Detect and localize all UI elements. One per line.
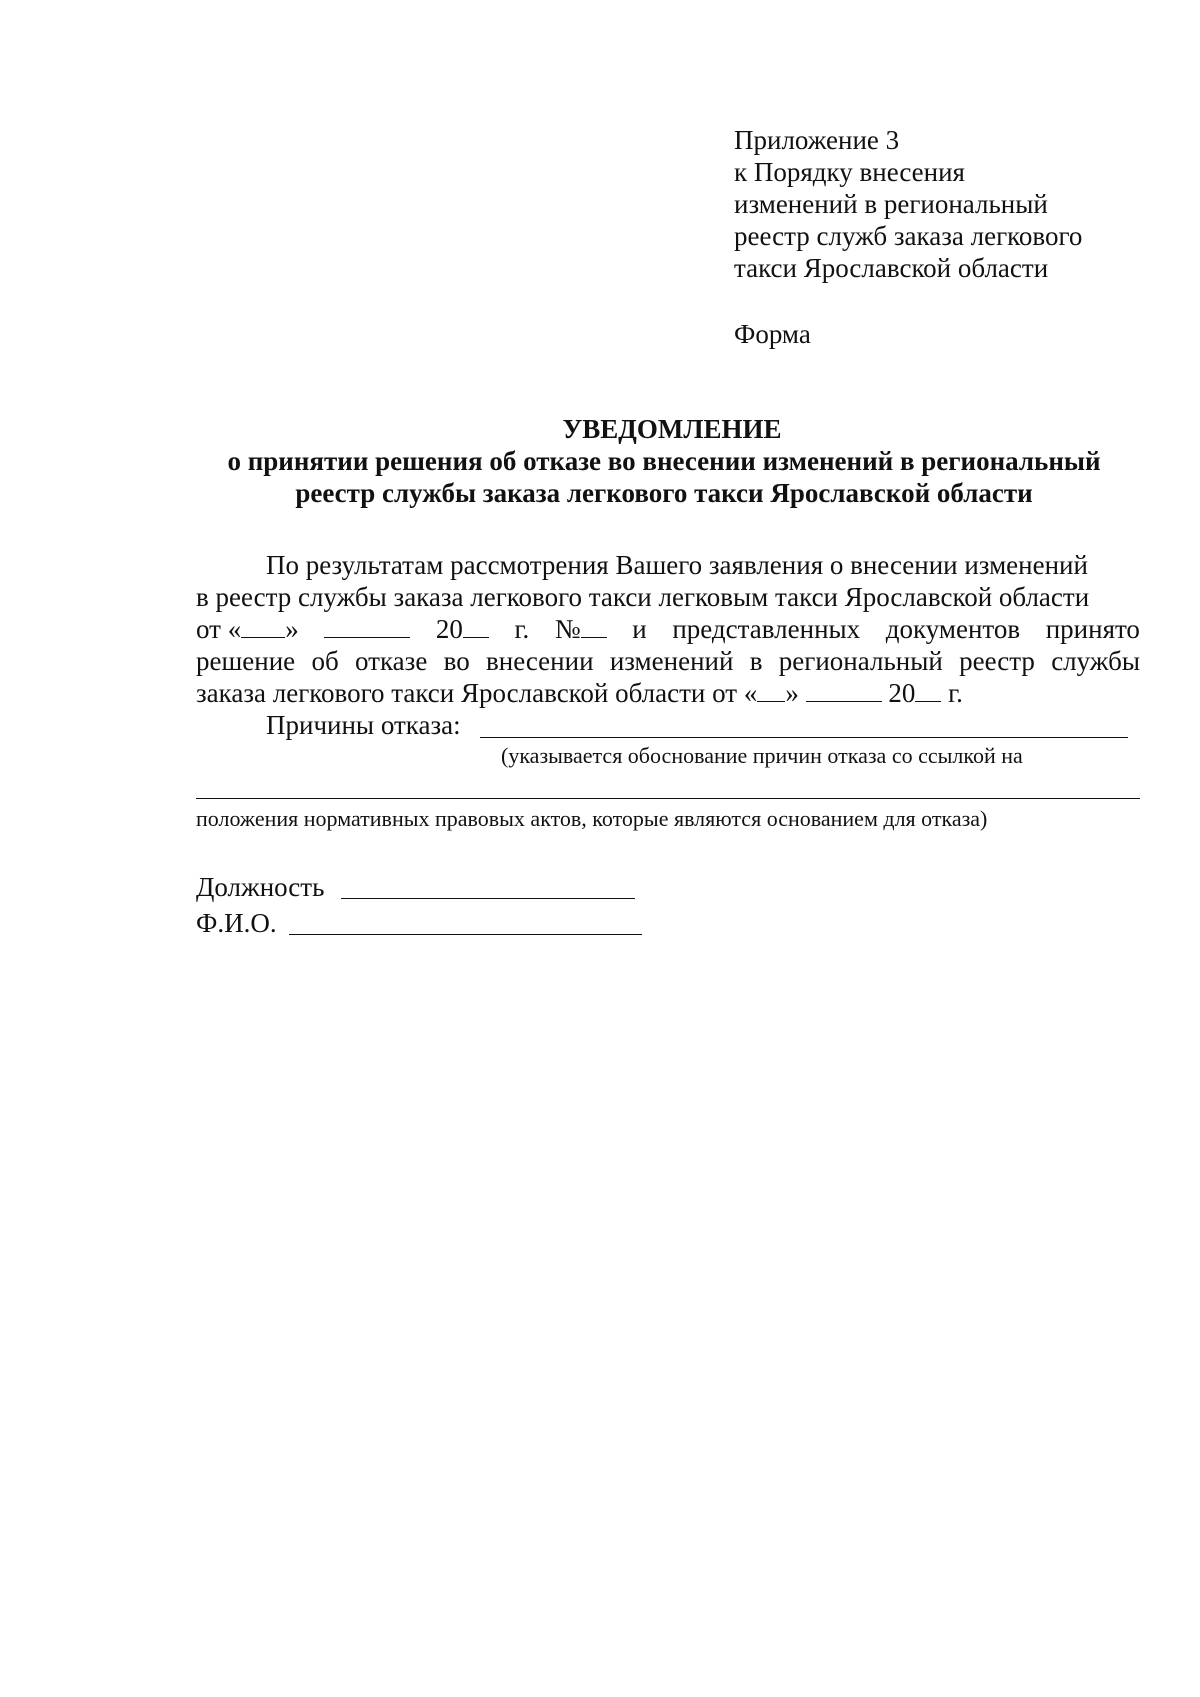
body-line-5 [196, 677, 1140, 709]
document-title [0, 413, 1200, 509]
body-word: документов [885, 614, 1021, 644]
body-word: региональный [778, 646, 943, 676]
full-name-label: Ф.И.О. [196, 908, 277, 938]
full-name-field[interactable] [289, 934, 642, 935]
appendix-reference [734, 124, 1154, 284]
title-subtitle-line1: о принятии решения об отказе во внесении изменений в региональный [227, 446, 1101, 476]
decision-month-blank[interactable] [806, 677, 882, 702]
appendix-line: к Порядку внесения [734, 157, 965, 187]
application-date-group [196, 613, 299, 645]
refusal-reasons-hint-line1: (указывается обоснование причин отказа со ссылкой на [501, 743, 1023, 768]
application-day-blank[interactable] [241, 613, 285, 638]
body-line-4 [196, 645, 1140, 677]
decision-text: заказа легкового такси Ярославской области от « [196, 678, 758, 708]
body-word: отказе [355, 646, 428, 676]
from-word: от [196, 614, 221, 644]
title-heading: УВЕДОМЛЕНИЕ [562, 414, 782, 444]
body-word: изменений [609, 646, 734, 676]
body-word: принято [1045, 614, 1140, 644]
form-label: Форма [734, 319, 811, 349]
refusal-reasons-hint-line2: положения нормативных правовых актов, которые являются основанием для отказа) [196, 806, 988, 831]
quote-open: « [227, 614, 242, 644]
body-word: решение [196, 646, 296, 676]
title-subtitle-line2: реестр службы заказа легкового такси Ярославской области [295, 478, 1033, 508]
refusal-reasons-label: Причины отказа: [266, 710, 461, 740]
number-sign: № [554, 614, 581, 644]
appendix-line: Приложение 3 [734, 125, 900, 155]
body-word: во [443, 646, 470, 676]
body-word: службы [1051, 646, 1140, 676]
quote-close: » [785, 678, 799, 708]
body-word: об [311, 646, 339, 676]
year-prefix: 20 [888, 678, 916, 708]
year-prefix: 20 [435, 614, 463, 644]
application-number-blank[interactable] [581, 613, 607, 638]
notice-body [196, 549, 1140, 709]
appendix-line: изменений в региональный [734, 189, 1048, 219]
body-line-3 [196, 613, 1140, 645]
year-suffix: г. [948, 678, 963, 708]
body-word: и [632, 614, 647, 644]
body-word: в [749, 646, 763, 676]
decision-day-blank[interactable] [757, 677, 785, 702]
appendix-line: такси Ярославской области [734, 253, 1049, 283]
application-number-group [555, 613, 607, 645]
body-word: внесении [486, 646, 594, 676]
body-line-2: в реестр службы заказа легкового такси легковым такси Ярославской области [196, 582, 1090, 612]
application-year-blank[interactable] [463, 613, 489, 638]
year-suffix: г. [514, 614, 530, 644]
quote-close: » [285, 614, 299, 644]
body-word: реестр [959, 646, 1035, 676]
appendix-line: реестр служб заказа легкового [734, 221, 1083, 251]
refusal-reasons-field-continued[interactable] [196, 798, 1140, 799]
application-year-group [436, 613, 489, 645]
application-month-blank[interactable] [324, 613, 410, 638]
decision-year-blank[interactable] [915, 677, 941, 702]
body-line-1: По результатам рассмотрения Вашего заявления о внесении изменений [266, 550, 1088, 580]
position-field[interactable] [341, 898, 635, 899]
body-word: представленных [672, 614, 861, 644]
refusal-reasons-field[interactable] [480, 737, 1128, 738]
position-label: Должность [196, 872, 325, 902]
